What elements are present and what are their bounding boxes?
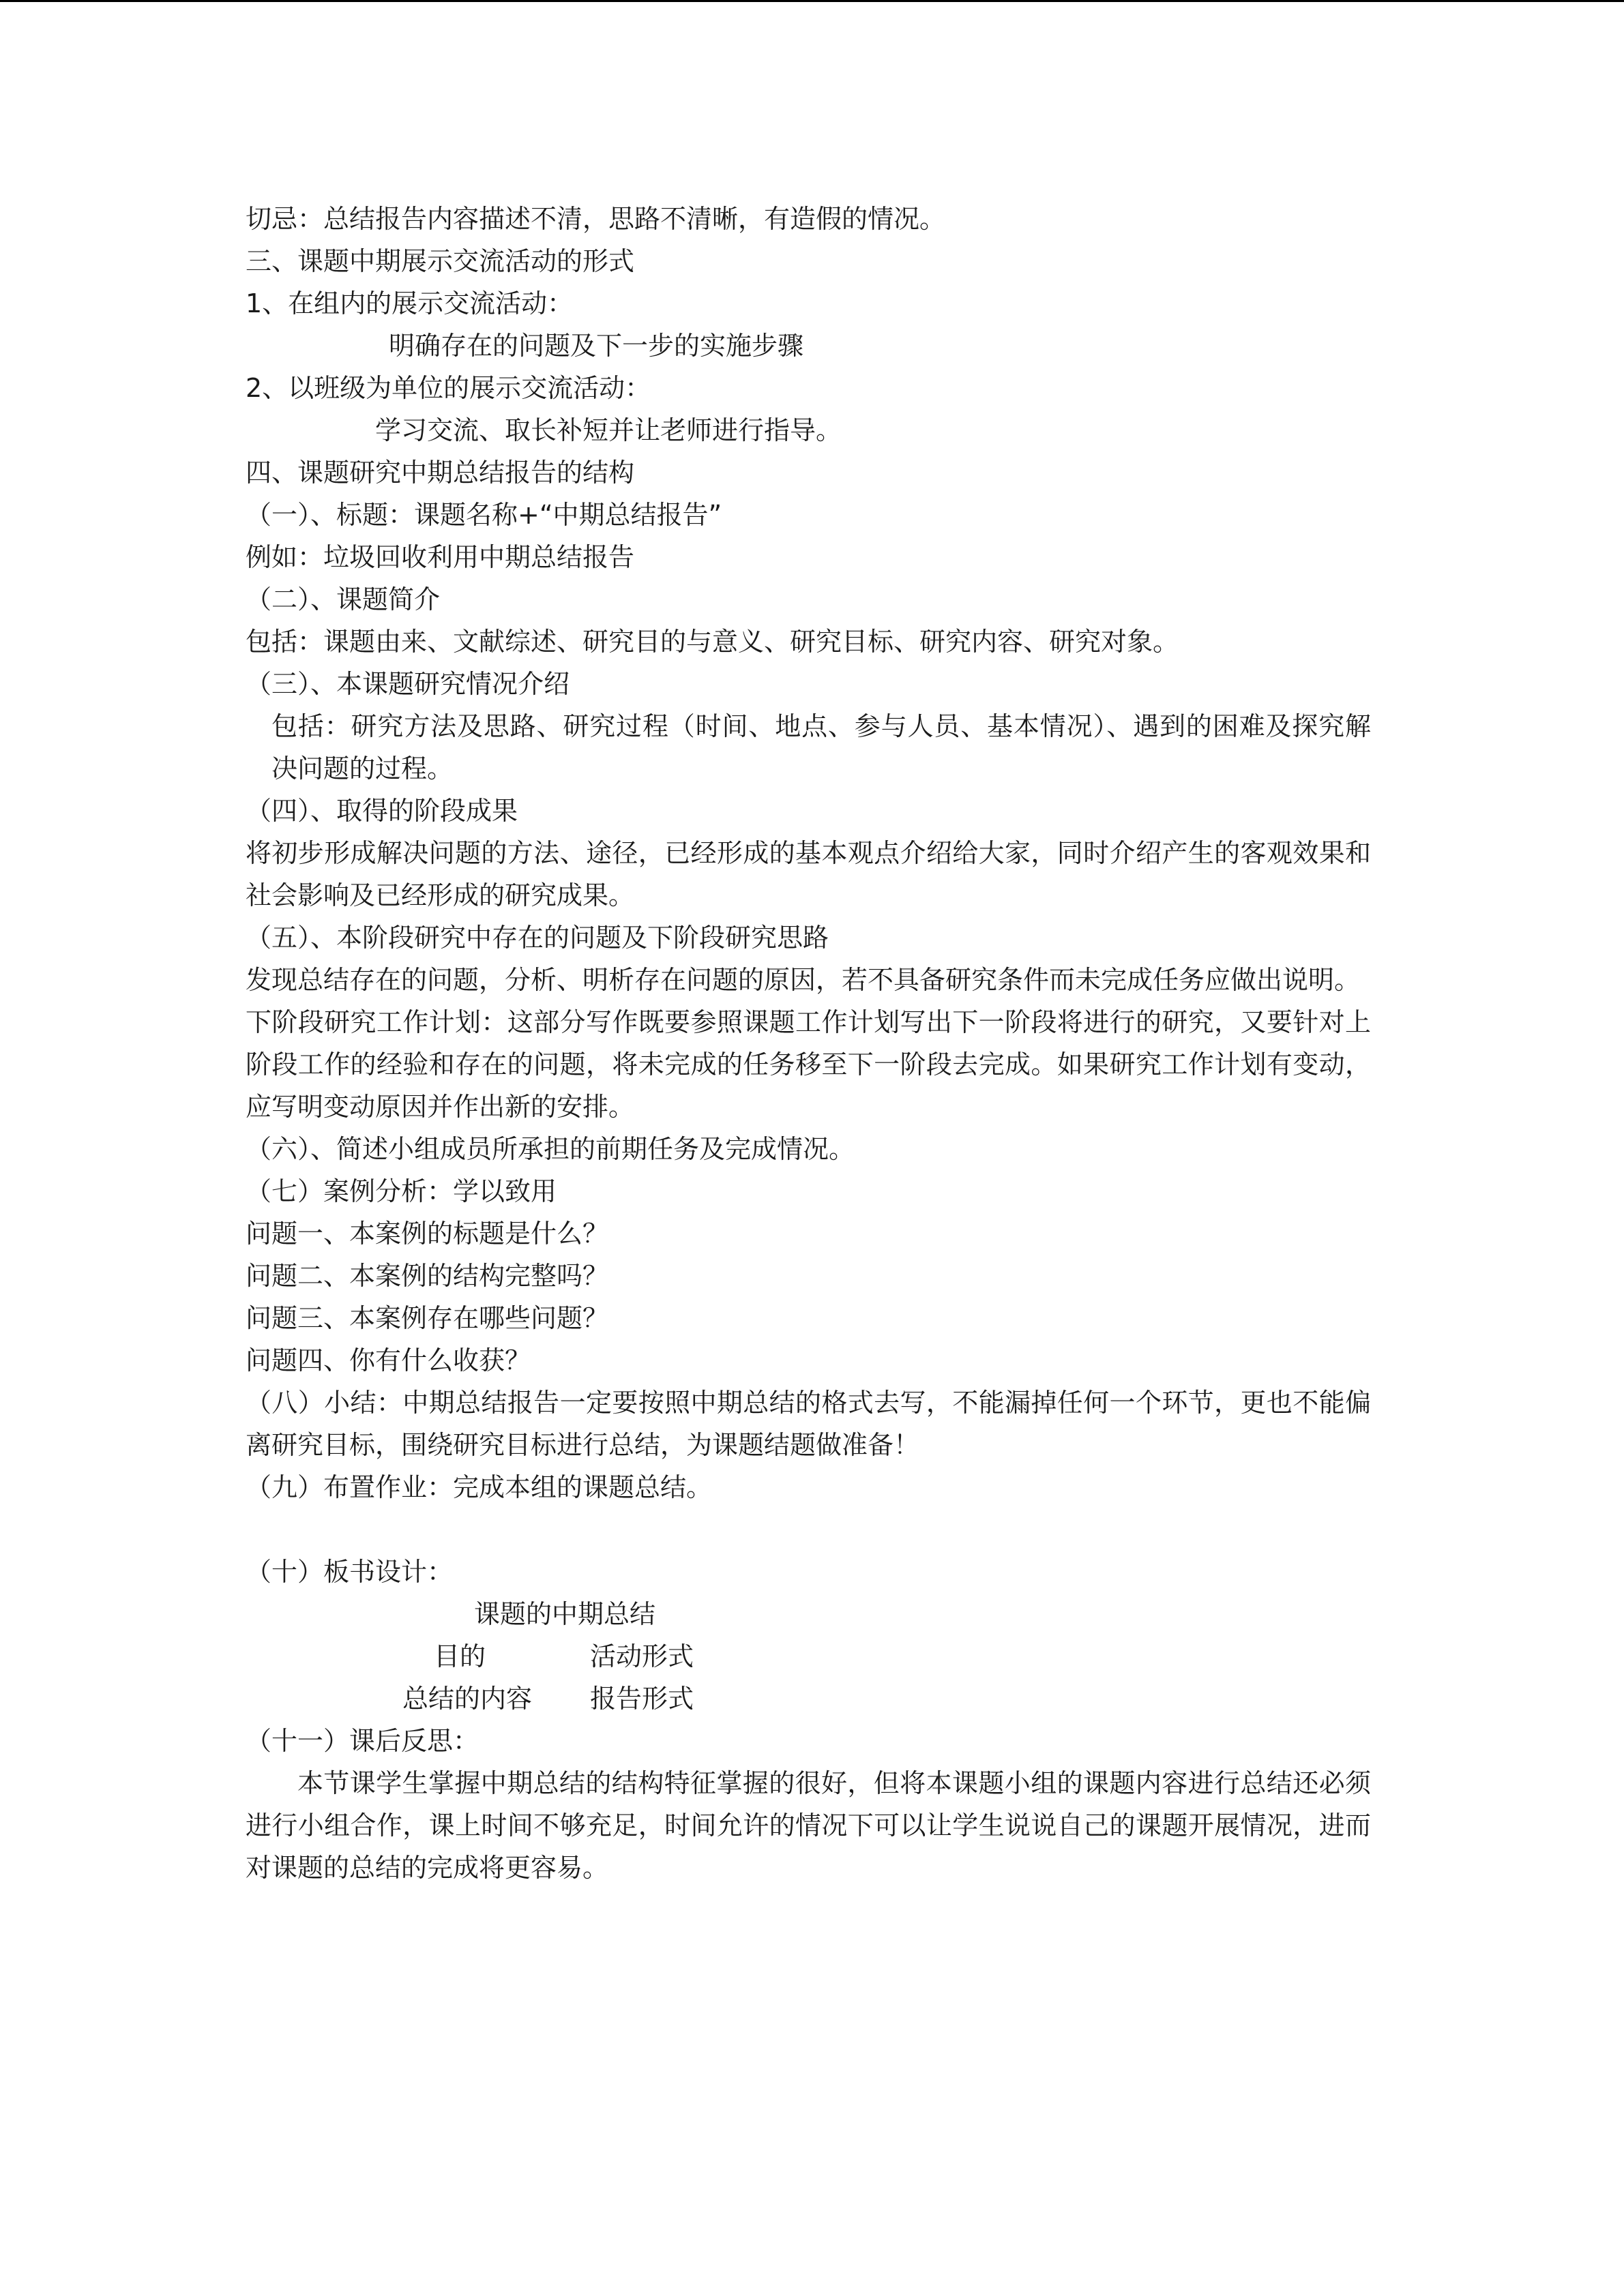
subsection-4-title: （四）、取得的阶段成果 [246, 796, 518, 826]
board-design [246, 1593, 1371, 1720]
board-row-1 [246, 1635, 1371, 1678]
board-item-summary-content: 总结的内容 [402, 1684, 533, 1714]
subsection-2-content: 包括：课题由来、文献综述、研究目的与意义、研究目标、研究内容、研究对象。 [246, 627, 1179, 657]
activity-item-2-detail: 学习交流、取长补短并让老师进行指导。 [375, 415, 842, 445]
subsection-3-content: 包括：研究方法及思路、研究过程（时间、地点、参与人员、基本情况）、遇到的困难及探究解决问题的过程。 [271, 711, 1371, 784]
subsection-9-homework: （九）布置作业：完成本组的课题总结。 [246, 1472, 713, 1502]
question-2: 问题二、本案例的结构完整吗？ [246, 1261, 609, 1291]
subsection-11-title: （十一）课后反思： [246, 1726, 479, 1756]
board-item-report-form: 报告形式 [590, 1684, 694, 1714]
subsection-1-title: （一）、标题：课题名称+“中期总结报告” [246, 500, 722, 530]
subsection-4-content: 将初步形成解决问题的方法、途径，已经形成的基本观点介绍给大家，同时介绍产生的客观效果和社会影响及已经形成的研究成果。 [246, 838, 1371, 910]
board-item-activity-form: 活动形式 [590, 1641, 694, 1671]
subsection-1-example: 例如：垃圾回收利用中期总结报告 [246, 542, 635, 572]
board-item-purpose: 目的 [434, 1641, 486, 1671]
next-stage-plan: 下阶段研究工作计划：这部分写作既要参照课题工作计划写出下一阶段将进行的研究，又要针对上阶段工作的经验和存在的问题，将未完成的任务移至下一阶段去完成。如果研究工作计划有变动，应写明变动原因并作出新的安排。 [246, 1007, 1371, 1122]
activity-item-1-detail: 明确存在的问题及下一步的实施步骤 [389, 331, 804, 361]
question-4: 问题四、你有什么收获？ [246, 1345, 531, 1375]
board-title: 课题的中期总结 [474, 1599, 656, 1629]
board-row-2 [246, 1678, 1371, 1720]
subsection-6-title: （六）、简述小组成员所承担的前期任务及完成情况。 [246, 1134, 855, 1164]
document-body [246, 198, 1371, 1889]
blank-line [246, 1508, 1371, 1551]
subsection-5-title: （五）、本阶段研究中存在的问题及下阶段研究思路 [246, 923, 829, 953]
question-1: 问题一、本案例的标题是什么？ [246, 1219, 609, 1249]
section-heading-4: 四、课题研究中期总结报告的结构 [246, 458, 635, 488]
subsection-5-content: 发现总结存在的问题，分析、明析存在问题的原因，若不具备研究条件而未完成任务应做出说明。 [246, 965, 1361, 995]
caution-note: 切忌：总结报告内容描述不清，思路不清晰，有造假的情况。 [246, 204, 946, 234]
subsection-10-title: （十）板书设计： [246, 1557, 454, 1587]
subsection-2-title: （二）、课题简介 [246, 584, 441, 614]
subsection-8-summary: （八）小结：中期总结报告一定要按照中期总结的格式去写，不能漏掉任何一个环节，更也不能偏离研究目标，围绕研究目标进行总结，为课题结题做准备！ [246, 1388, 1371, 1460]
section-heading-3: 三、课题中期展示交流活动的形式 [246, 246, 635, 276]
subsection-7-title: （七）案例分析：学以致用 [246, 1176, 557, 1206]
page-top-border [0, 0, 1624, 2]
activity-item-1: 1、在组内的展示交流活动： [246, 288, 574, 318]
activity-item-2: 2、以班级为单位的展示交流活动： [246, 373, 651, 403]
question-3: 问题三、本案例存在哪些问题？ [246, 1303, 609, 1333]
subsection-3-title: （三）、本课题研究情况介绍 [246, 669, 570, 699]
reflection-content: 本节课学生掌握中期总结的结构特征掌握的很好，但将本课题小组的课题内容进行总结还必须进行小组合作，课上时间不够充足，时间允许的情况下可以让学生说说自己的课题开展情况，进而对课题的总结的完成将更容易。 [246, 1768, 1371, 1883]
